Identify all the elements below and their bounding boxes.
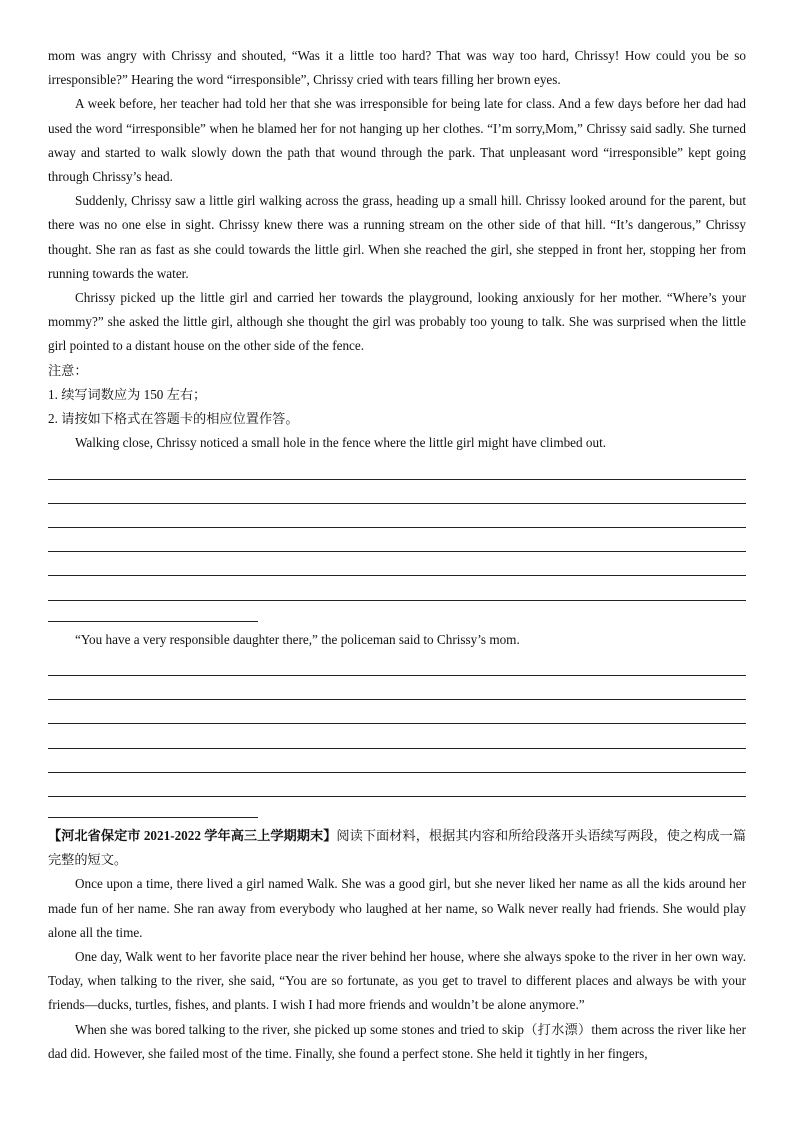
note-item-1: 1. 续写词数应为 150 左右； [48,386,207,402]
answer-line [48,576,746,600]
answer-line [48,773,746,797]
answer-line [48,700,746,724]
question-header [48,824,746,872]
story2-paragraph-3: When she was bored talking to the river, she picked up some stones and tried to skip（打水漂）them across the river like her dad did. However, she failed most of the time. Finally, she found a perfect stone. She held it tightly in her fingers, [48,1021,746,1061]
note-title: 注意： [48,362,88,378]
continuation-prompt-1: Walking close, Chrissy noticed a small hole in the fence where the little girl might have climbed out. [75,435,607,451]
answer-lines-1 [48,455,746,600]
source-label: 【河北省保定市 2021-2022 学年高三上学期期末】 [48,827,337,843]
answer-line [48,724,746,748]
answer-line [48,676,746,700]
answer-line [48,455,746,479]
answer-line [48,504,746,528]
answer-line [48,749,746,773]
story1-paragraph-2: A week before, her teacher had told her that she was irresponsible for being late for class. And a few days before her dad had used the word “irresponsible” when he blamed her for not hanging up her clothes. “I’m sorry,Mom,” Chrissy said sadly. She turned away and started to walk slowly down the path that wound through the park. That unpleasant word “irresponsible” kept going through Chrissy’s head. [48,96,746,185]
answer-line-short [48,601,258,622]
story1-paragraph-1: mom was angry with Chrissy and shouted, “Was it a little too hard? That was way too hard, Chrissy! How could you be so irresponsible?” Hearing the word “irresponsible”, Chrissy cried with tears filling her brown eyes. [48,48,746,88]
answer-line [48,552,746,576]
story2-paragraph-1: Once upon a time, there lived a girl named Walk. She was a good girl, but she never liked her name as all the kids around her made fun of her name. She ran away from everybody who laughed at her name, so Walk never really had friends. She would play alone all the time. [48,876,746,940]
note-item-2: 2. 请按如下格式在答题卡的相应位置作答。 [48,411,299,427]
answer-lines-2 [48,652,746,797]
answer-line [48,528,746,552]
answer-line-short [48,797,258,818]
story2-paragraph-2: One day, Walk went to her favorite place near the river behind her house, where she always spoke to the river in her own way. Today, when talking to the river, she said, “You are so fortunate, as you get to travel to different places and always be with your friends—ducks, turtles, fishes, and plants. I wish I had more friends and wouldn’t be alone anymore.” [48,948,746,1013]
answer-line [48,652,746,676]
document-page [48,44,746,1066]
answer-line [48,480,746,504]
story1-paragraph-3: Suddenly, Chrissy saw a little girl walking across the grass, heading up a small hill. Chrissy looked around for the parent, but there was no one else in sight. Chrissy knew there was a running stream on the other side of that hill. “It’s dangerous,” Chrissy thought. She ran as fast as she could towards the little girl. When she reached the girl, she stepped in front her, stopping her from running towards the water. [48,193,746,281]
continuation-prompt-2: “You have a very responsible daughter there,” the policeman said to Chrissy’s mom. [75,631,520,647]
story1-paragraph-4: Chrissy picked up the little girl and carried her towards the playground, looking anxiously for her mother. “Where’s your mommy?” she asked the little girl, although she thought the girl was probably too young to talk. She was surprised when the little girl pointed to a distant house on the other side of the fence. [48,290,746,354]
instruction-text: 阅读下面材料，根据其内容和所给段落开头语续写两段，使之构成一篇完整的短文。 [48,827,747,868]
